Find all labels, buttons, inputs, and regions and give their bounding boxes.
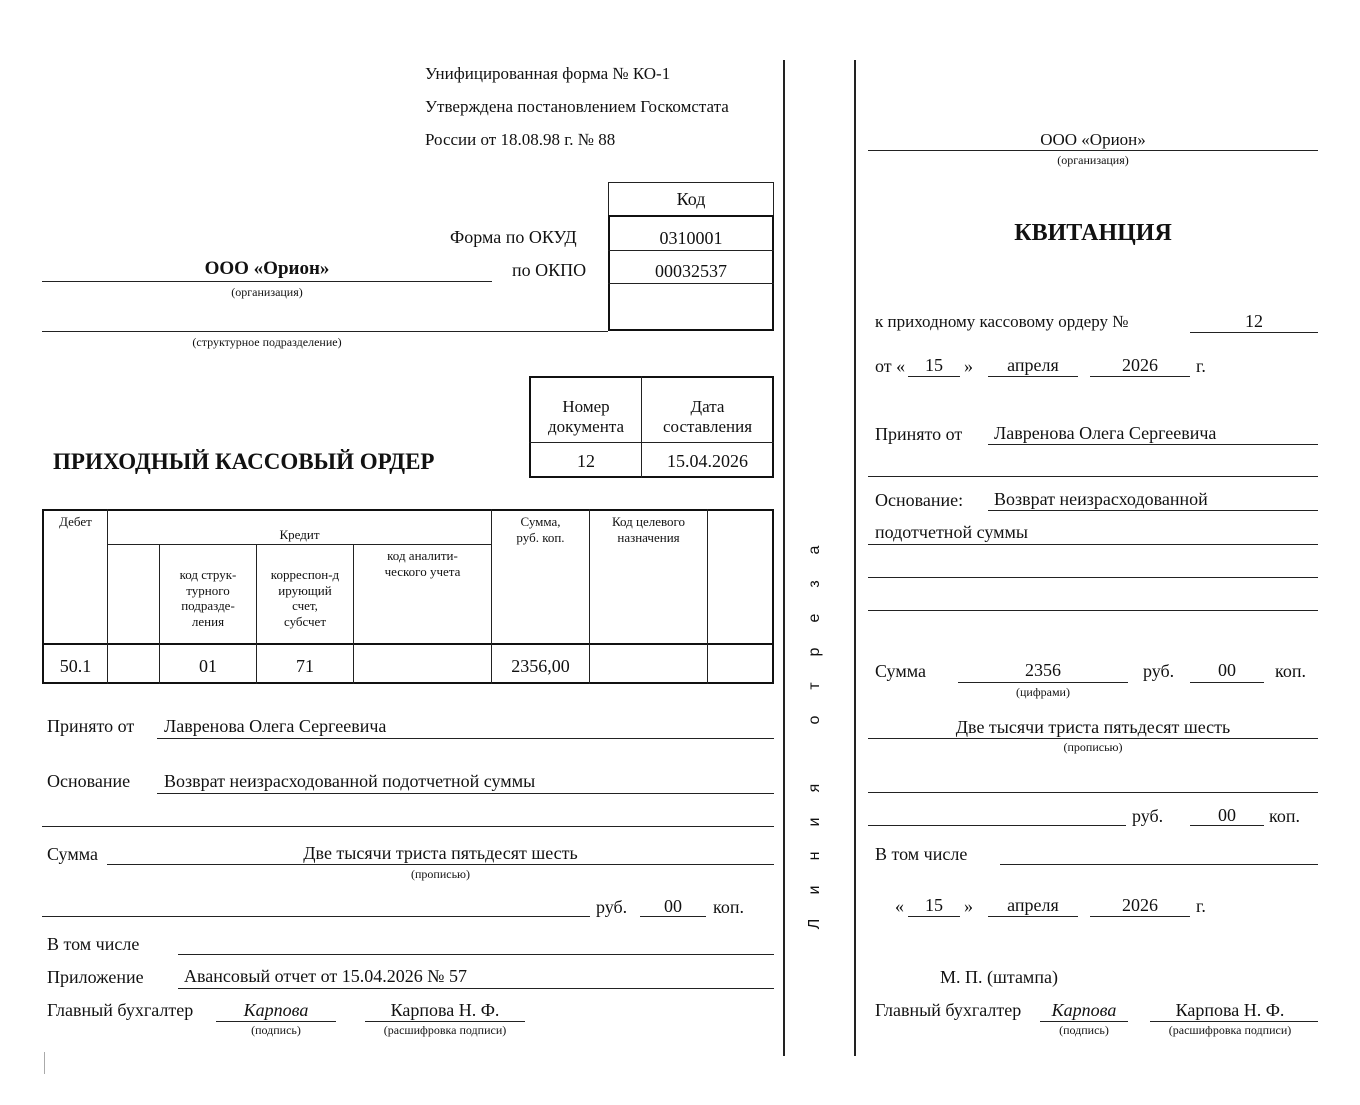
receipt-words-caption: (прописью) [1063,740,1123,754]
kop-value: 00 [664,896,682,916]
including-line [178,954,774,955]
attachment-label: Приложение [47,967,144,987]
form-line-2: Утверждена постановлением Госкомстата [425,97,729,116]
including-label: В том числе [47,934,140,954]
receipt-kop-line-2 [1190,825,1264,826]
decode-line [365,1021,525,1022]
cut-line-letter: о [806,715,823,725]
receipt-kop: коп. [1275,661,1306,681]
chief-decode: Карпова Н. Ф. [390,1000,500,1020]
form-line-3: России от 18.08.98 г. № 88 [425,130,616,149]
sum-label: Сумма [47,844,98,864]
received-value: Лавренова Олега Сергеевича [164,716,387,736]
subdivision-caption: (структурное подразделение) [192,335,342,349]
cut-line-letter: а [806,545,823,555]
receipt-kop-line [1190,682,1264,683]
receipt-day-2: 15 [925,895,943,915]
date-header: Дата составления [662,397,753,437]
receipt-sum-words: Две тысячи триста пятьдесят шесть [955,717,1231,737]
chief-label: Главный бухгалтер [47,1000,194,1020]
number-header: Номер документа [547,397,625,437]
table-divider [107,544,491,545]
table-col [707,509,708,684]
receipt-order-line [1190,332,1318,333]
receipt-org: ООО «Орион» [1040,130,1146,149]
receipt-year-2: 2026 [1122,895,1158,915]
kop-label: коп. [713,897,744,917]
rub-label: руб. [596,897,628,917]
receipt-from: от « [875,356,906,376]
cut-line-letter: р [806,647,823,657]
receipt-sum-line [958,682,1128,683]
cut-line-letter: з [806,580,823,588]
okpo-value: 00032537 [655,260,727,281]
basis-label: Основание [47,771,131,791]
receipt-basis-line1: Возврат неизрасходованной [994,489,1208,509]
receipt-year: 2026 [1122,355,1158,375]
signature-line [216,1021,336,1022]
sum-words-caption: (прописью) [410,867,471,881]
corner-mark [44,1052,45,1074]
doc-box-divider [529,442,774,443]
cut-line-right [854,60,856,1056]
struct-code-header: код струк- турного подразде- ления [179,567,237,629]
organization-name: ООО «Орион» [204,258,330,279]
receipt-title: КВИТАНЦИЯ [1014,220,1172,246]
corr-account-header: корреспон-д ирующий счет, субсчет [270,567,340,629]
receipt-sum-digits: 2356 [1025,660,1061,680]
decode-caption: (расшифровка подписи) [383,1023,507,1037]
receipt-month-line-2 [988,916,1078,917]
order-title: ПРИХОДНЫЙ КАССОВЫЙ ОРДЕР [53,449,435,474]
receipt-received-label: Принято от [875,424,963,444]
receipt-day-line-2 [908,916,960,917]
receipt-g-2: г. [1196,896,1206,916]
signature-caption: (подпись) [251,1023,301,1037]
receipt-day-line [908,376,960,377]
receipt-signature: Карпова [1051,1000,1117,1020]
receipt-order-number: 12 [1245,311,1263,331]
attachment-line [178,988,774,989]
receipt-month-line [988,376,1078,377]
receipt-signature-line [1040,1021,1128,1022]
okpo-label: по ОКПО [512,260,587,280]
receipt-decode-caption: (расшифровка подписи) [1168,1023,1292,1037]
receipt-kop-value-2: 00 [1218,805,1236,825]
analytic-code-header: код аналити- ческого учета [384,548,461,579]
table-divider [42,643,774,645]
receipt-year-line-2 [1090,916,1190,917]
code-title: Код [676,188,706,209]
receipt-received-value: Лавренова Олега Сергеевича [994,423,1217,443]
receipt-words-line-2 [868,792,1318,793]
receipt-signature-caption: (подпись) [1059,1023,1109,1037]
receipt-basis-label: Основание: [875,490,964,510]
attachment-value: Авансовый отчет от 15.04.2026 № 57 [184,966,467,986]
cut-line-letter: и [806,885,823,895]
form-line-1: Унифицированная форма № КО-1 [425,64,671,83]
receipt-stamp: М. П. (штампа) [940,967,1058,987]
receipt-kop-value: 00 [1218,660,1236,680]
doc-date: 15.04.2026 [667,450,748,471]
cut-line-letter: я [806,783,823,793]
row-sum: 2356,00 [511,655,570,676]
doc-box-divider [641,376,642,478]
sum-line-2 [42,916,590,917]
receipt-basis-line-2 [868,544,1318,545]
basis-line-2 [42,826,774,827]
chief-signature: Карпова [243,1000,309,1020]
receipt-including-label: В том числе [875,844,968,864]
receipt-order-label: к приходному кассовому ордеру № [875,312,1129,331]
receipt-blank-line [868,577,1318,578]
receipt-qclose: » [964,356,973,376]
receipt-qopen-2: « [895,896,904,916]
receipt-g: г. [1196,356,1206,376]
receipt-rub-2: руб. [1132,806,1164,826]
cut-line-letter: Л [806,918,823,930]
receipt-day: 15 [925,355,943,375]
cut-line-letter: т [806,682,823,690]
cut-line-letter: н [806,851,823,861]
row-struct-code: 01 [199,655,217,676]
receipt-month: апреля [1007,355,1059,375]
cut-line-left [783,60,785,1056]
received-line [157,738,774,739]
received-label: Принято от [47,716,135,736]
basis-value: Возврат неизрасходованной подотчетной суммы [164,771,536,791]
debit-header: Дебет [59,514,92,529]
row-debit: 50.1 [59,655,92,676]
kop-line [640,916,706,917]
credit-header: Кредит [279,527,320,542]
basis-line [157,793,774,794]
receipt-basis-line2: подотчетной суммы [875,522,1028,542]
receipt-decode-line [1150,1021,1318,1022]
sum-words-line [107,864,774,865]
receipt-chief-label: Главный бухгалтер [875,1000,1022,1020]
okud-label: Форма по ОКУД [450,227,577,247]
row-corr-account: 71 [296,655,314,676]
receipt-including-line [1000,864,1318,865]
receipt-rub: руб. [1143,661,1175,681]
cut-line-letter: и [806,817,823,827]
receipt-org-caption: (организация) [1057,153,1129,167]
organization-line [42,281,492,282]
purpose-header: Код целевого назначения [611,514,686,545]
receipt-sum-label: Сумма [875,661,926,681]
receipt-kop-2: коп. [1269,806,1300,826]
receipt-received-line [988,444,1318,445]
subdivision-line [42,331,608,332]
receipt-blank-line [868,610,1318,611]
okud-value: 0310001 [659,227,723,248]
sum-words: Две тысячи триста пятьдесят шесть [303,843,578,863]
receipt-org-line [868,150,1318,151]
receipt-rub-line [868,825,1126,826]
cut-line-letter: е [806,613,823,623]
receipt-decode: Карпова Н. Ф. [1175,1000,1285,1020]
receipt-received-line-2 [868,476,1318,477]
organization-caption: (организация) [231,285,303,299]
sum-header: Сумма, руб. коп. [516,514,565,545]
receipt-month-2: апреля [1007,895,1059,915]
receipt-qclose-2: » [964,896,973,916]
receipt-digits-caption: (цифрами) [1016,685,1070,699]
doc-number: 12 [577,450,595,471]
receipt-words-line [868,738,1318,739]
receipt-year-line [1090,376,1190,377]
receipt-basis-line [988,510,1318,511]
